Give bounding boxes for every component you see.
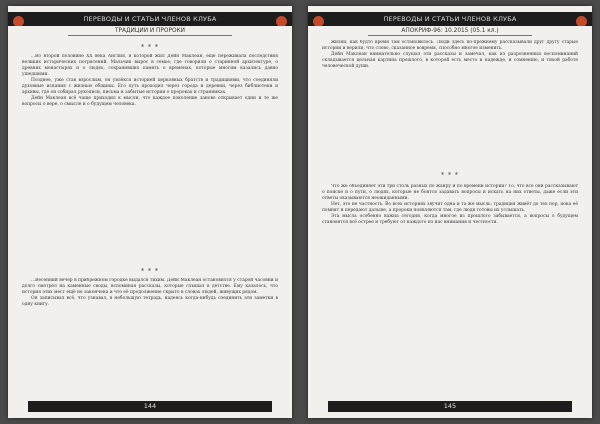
left-section-title: ТРАДИЦИИ И ПРОРОКИ [68,28,232,36]
paragraph: Что же объединяет эти три столь разных по жанру и по времени истории? То, что все они рассказывают о поиске и о пути, о людях, которые не боятся задавать вопросы и искать на них ответы, даже если эти ответы оказываются неожиданными. [322,184,578,201]
right-separator: * * * [441,172,459,179]
left-emblem-icon [312,15,325,26]
right-section-title: АПОКРИФ-96: 10.2015 (05.1 кл.) [368,28,532,36]
left-body-text-1 [22,54,278,264]
paragraph: жизни, как будто время там остановилось. Люди здесь по-прежнему рассказывали друг другу старые истории и верили, что слово, сказанное вовремя, способно многое изменить. [322,40,578,51]
left-running-header-text: ПЕРЕВОДЫ И СТАТЬИ ЧЛЕНОВ КЛУБА [83,15,217,23]
paragraph: Дейн Маклеан всё чаще приходил к мысли, что каждое поколение заново открывает одни и те же вопросы о вере, о смысле и о будущем человека. [22,95,278,107]
left-page [8,6,292,418]
right-running-header [308,12,592,26]
left-body-text-2 [22,278,278,394]
right-running-header-text: ПЕРЕВОДЫ И СТАТЬИ ЧЛЕНОВ КЛУБА [383,15,517,23]
right-body-text-1 [322,40,578,146]
right-page-number: 145 [328,401,572,412]
right-emblem-icon [275,15,288,26]
paragraph: Эта мысль особенно важна сегодня, когда многое из прошлого забывается, а вопросы о будущем становятся всё острее и требуют от каждого из нас внимания и честности. [322,213,578,225]
paragraph: ...Весенний вечер в прибрежном городке выдался тихим. Дейн Маклеан остановился у старой часовни и долго смотрел на каменные своды, вспоминая рассказы, которые слышал в детстве. Ему казалось, что история этих мест ещё не закончена и что её продолжение скрыто в словах людей, живущих рядом. [22,278,278,295]
left-emblem-icon [12,15,25,26]
left-page-number: 144 [28,401,272,412]
right-emblem-icon [575,15,588,26]
paragraph: Дейн Маклеан внимательно слушал эти рассказы и замечал, как из разрозненных воспоминаний складывается цельная картина прошлого, в которой есть место и надежде, и сомнению, и тихой работе человеческой души. [322,51,578,69]
paragraph: Он записывал всё, что узнавал, в небольшую тетрадь, надеясь когда-нибудь соединить эти заметки в одну книгу. [22,295,278,307]
left-separator-2: * * * [141,268,159,275]
right-page [308,6,592,418]
paragraph: ...Во второй половине XX века Англия, в которой жил Дейн Маклеан, ещё переживала последствия великих исторических потрясений. Мальчик вырос в семье, где говорили о старинной архитектуре, о древних монастырях и о людях, сохранивших память о временах, которые многим казались давно ушедшими. [22,54,278,77]
left-separator-1: * * * [141,44,159,51]
paragraph: Позднее, уже став взрослым, он увлёкся историей церковных братств и традициями, что соединяли духовные искания с жизнью общины. Его путь проходил через города и деревни, через библиотеки и архивы, где он собирал рукописи, письма и забытые истории о пророках и странниках. [22,77,278,95]
right-body-text-2 [322,184,578,392]
left-running-header [8,12,292,26]
paragraph: Нет, это не частность. Во всех историях звучит одна и та же мысль: традиция живёт до тех пор, пока её помнят и передают дальше, а пророки появляются там, где люди готовы их услышать. [322,201,578,213]
